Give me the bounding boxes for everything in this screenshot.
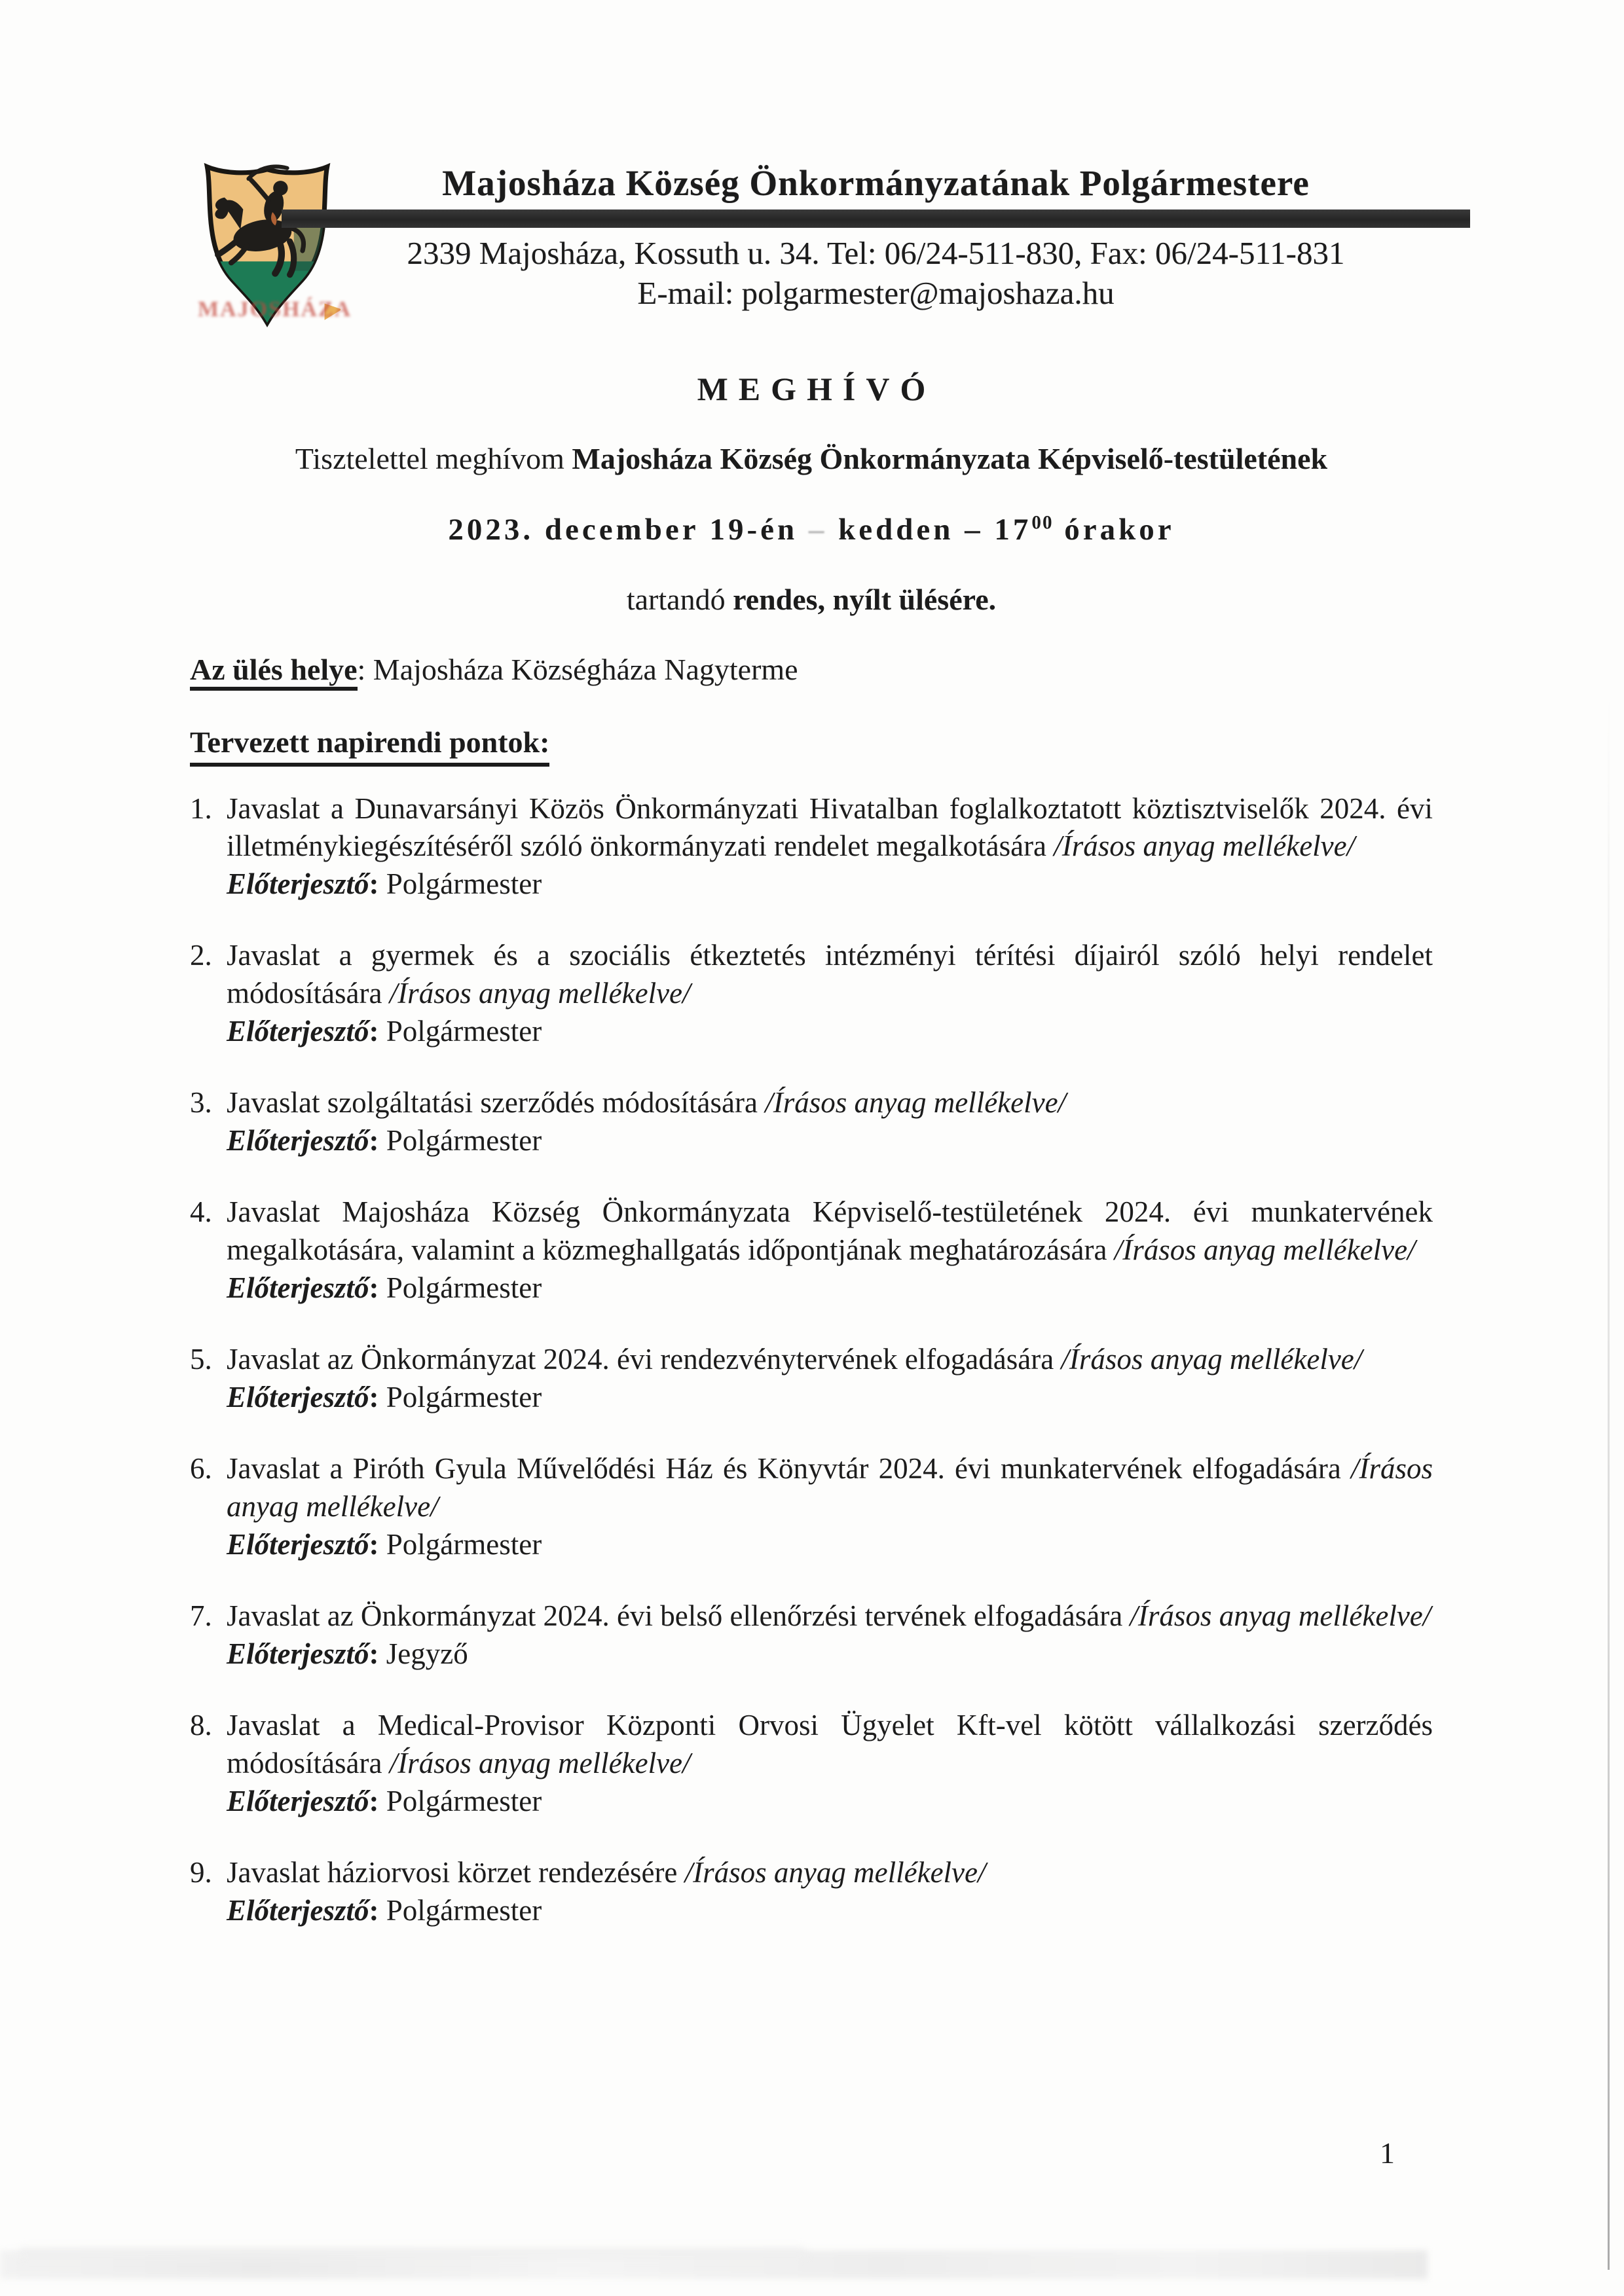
agenda-item-text bbox=[227, 1597, 1433, 1635]
agenda-item-body bbox=[227, 1341, 1433, 1416]
attachment-note: /Írásos anyag mellékelve/ bbox=[1054, 829, 1356, 863]
attachment-note: /Írásos anyag mellékelve/ bbox=[684, 1856, 986, 1889]
letterhead-address: 2339 Majosháza, Kossuth u. 34. Tel: 06/24-511-830, Fax: 06/24-511-831 bbox=[407, 235, 1345, 271]
agenda-item-presenter-line bbox=[227, 1013, 1433, 1051]
presenter-label: Előterjesztő bbox=[227, 1784, 369, 1817]
presenter-colon: : bbox=[369, 1014, 386, 1048]
date-suffix: órakor bbox=[1053, 512, 1175, 547]
presenter-colon: : bbox=[369, 1784, 386, 1817]
document-title: MEGHÍVÓ bbox=[697, 371, 936, 407]
agenda-item-number: 2. bbox=[190, 939, 212, 972]
intro-line bbox=[190, 440, 1433, 479]
agenda-item-number: 3. bbox=[190, 1086, 212, 1120]
agenda-list bbox=[190, 790, 1433, 1930]
presenter-label: Előterjesztő bbox=[227, 1271, 369, 1304]
agenda-item bbox=[190, 1707, 1433, 1820]
agenda-item bbox=[190, 1341, 1433, 1416]
presenter-label: Előterjesztő bbox=[227, 1014, 369, 1048]
agenda-item-text bbox=[227, 1854, 1433, 1892]
agenda-item bbox=[190, 1194, 1433, 1307]
agenda-item bbox=[190, 1450, 1433, 1563]
agenda-item-number: 7. bbox=[190, 1599, 212, 1633]
presenter-value: Polgármester bbox=[386, 1271, 542, 1304]
agenda-item-text bbox=[227, 1194, 1433, 1269]
agenda-item-body bbox=[227, 1450, 1433, 1563]
agenda-item-number: 6. bbox=[190, 1452, 212, 1485]
agenda-item-body bbox=[227, 1194, 1433, 1307]
attachment-note: /Írásos anyag mellékelve/ bbox=[389, 1746, 691, 1779]
presenter-value: Polgármester bbox=[386, 1784, 542, 1817]
agenda-item bbox=[190, 1854, 1433, 1929]
agenda-item-body bbox=[227, 1854, 1433, 1929]
agenda-item-main-text: Javaslat az Önkormányzat 2024. évi belső ellenőrzési tervének elfogadására bbox=[227, 1599, 1130, 1633]
document-body bbox=[190, 0, 1433, 1963]
presenter-value: Polgármester bbox=[386, 1123, 542, 1157]
agenda-item-text bbox=[227, 1084, 1433, 1122]
faded-dash: – bbox=[808, 512, 828, 547]
presenter-colon: : bbox=[369, 1527, 386, 1561]
agenda-item bbox=[190, 790, 1433, 903]
agenda-item-main-text: Javaslat szolgáltatási szerződés módosítására bbox=[227, 1086, 766, 1120]
presenter-label: Előterjesztő bbox=[227, 1893, 369, 1927]
held-bold: rendes, nyílt ülésére. bbox=[733, 583, 997, 617]
agenda-item-number: 9. bbox=[190, 1856, 212, 1889]
attachment-note: /Írásos anyag mellékelve/ bbox=[1130, 1599, 1431, 1633]
agenda-item-number: 5. bbox=[190, 1343, 212, 1376]
agenda-item-presenter-line bbox=[227, 1122, 1433, 1160]
agenda-item-presenter-line bbox=[227, 1783, 1433, 1821]
attachment-note: /Írásos anyag mellékelve/ bbox=[1061, 1343, 1363, 1376]
agenda-item bbox=[190, 937, 1433, 1050]
agenda-item-body bbox=[227, 790, 1433, 903]
date-superscript: 00 bbox=[1031, 512, 1054, 534]
presenter-value: Polgármester bbox=[386, 1014, 542, 1048]
logo-caption: MAJOSHÁZA bbox=[198, 297, 352, 321]
scan-edge-artifact bbox=[1608, 694, 1610, 2270]
location-value: : Majosháza Községháza Nagyterme bbox=[357, 652, 798, 686]
agenda-item-text bbox=[227, 1707, 1433, 1782]
attachment-note: /Írásos anyag mellékelve/ bbox=[765, 1086, 1067, 1120]
page-number: 1 bbox=[1380, 2136, 1395, 2170]
presenter-colon: : bbox=[369, 1271, 386, 1304]
intro-prefix: Tisztelettel meghívom bbox=[295, 442, 572, 475]
agenda-item-presenter-line bbox=[227, 1379, 1433, 1417]
agenda-item-body bbox=[227, 1084, 1433, 1159]
agenda-item-text bbox=[227, 1341, 1433, 1379]
meeting-datetime bbox=[190, 510, 1433, 549]
presenter-value: Polgármester bbox=[386, 1893, 542, 1927]
session-type-line bbox=[190, 581, 1433, 619]
agenda-item-main-text: Javaslat a gyermek és a szociális étkeztetés intézményi térítési díjairól szóló helyi rendelet módosítására bbox=[227, 939, 1433, 1010]
agenda-item-text bbox=[227, 1450, 1433, 1525]
scan-bottom-smudge-2 bbox=[20, 2248, 805, 2258]
agenda-item-presenter-line bbox=[227, 1635, 1433, 1673]
agenda-item-number: 8. bbox=[190, 1709, 212, 1742]
agenda-item-main-text: Javaslat a Dunavarsányi Közös Önkormányzati Hivatalban foglalkoztatott köztisztviselők 2024. évi illetménykiegészítéséről szóló önkormányzati rendelet megalkotására bbox=[227, 792, 1433, 863]
presenter-colon: : bbox=[369, 1637, 386, 1670]
meeting-location-line bbox=[190, 651, 1433, 689]
presenter-label: Előterjesztő bbox=[227, 1123, 369, 1157]
attachment-note: /Írásos anyag mellékelve/ bbox=[227, 1452, 1433, 1523]
agenda-item-body bbox=[227, 937, 1433, 1050]
agenda-item-presenter-line bbox=[227, 866, 1433, 903]
agenda-item-number: 4. bbox=[190, 1195, 212, 1229]
date-part2: kedden – 17 bbox=[827, 512, 1032, 547]
agenda-item-presenter-line bbox=[227, 1892, 1433, 1930]
agenda-item-text bbox=[227, 790, 1433, 866]
presenter-value: Jegyző bbox=[386, 1637, 468, 1670]
presenter-colon: : bbox=[369, 1123, 386, 1157]
agenda-item-main-text: Javaslat az Önkormányzat 2024. évi rendezvénytervének elfogadására bbox=[227, 1343, 1061, 1376]
agenda-item-body bbox=[227, 1597, 1433, 1673]
agenda-item-presenter-line bbox=[227, 1269, 1433, 1307]
presenter-value: Polgármester bbox=[386, 867, 542, 900]
agenda-item-number: 1. bbox=[190, 792, 212, 825]
agenda-item-main-text: Javaslat a Piróth Gyula Művelődési Ház és Könyvtár 2024. évi munkatervének elfogadására bbox=[227, 1452, 1351, 1485]
attachment-note: /Írásos anyag mellékelve/ bbox=[1114, 1233, 1416, 1266]
date-part1: 2023. december 19-én bbox=[448, 512, 809, 547]
presenter-colon: : bbox=[369, 1380, 386, 1413]
intro-bold: Majosháza Község Önkormányzata Képviselő-testületének bbox=[572, 442, 1328, 475]
location-label: Az ülés helye bbox=[190, 653, 358, 691]
agenda-heading: Tervezett napirendi pontok: bbox=[190, 723, 549, 767]
presenter-label: Előterjesztő bbox=[227, 1637, 369, 1670]
agenda-item-main-text: Javaslat a Medical-Provisor Központi Orvosi Ügyelet Kft-vel kötött vállalkozási szerződés módosítására bbox=[227, 1709, 1433, 1779]
presenter-label: Előterjesztő bbox=[227, 1527, 369, 1561]
agenda-item-main-text: Javaslat Majosháza Község Önkormányzata Képviselő-testületének 2024. évi munkatervének megalkotására, valamint a közmeghallgatás időpontjának meghatározására bbox=[227, 1195, 1433, 1266]
agenda-item bbox=[190, 1597, 1433, 1673]
agenda-item-body bbox=[227, 1707, 1433, 1820]
letterhead-title: Majosháza Község Önkormányzatának Polgármestere bbox=[442, 163, 1310, 203]
attachment-note: /Írásos anyag mellékelve/ bbox=[389, 977, 691, 1010]
presenter-label: Előterjesztő bbox=[227, 1380, 369, 1413]
presenter-label: Előterjesztő bbox=[227, 867, 369, 900]
presenter-colon: : bbox=[369, 1893, 386, 1927]
agenda-item bbox=[190, 1084, 1433, 1159]
letterhead-email: E-mail: polgarmester@majoshaza.hu bbox=[637, 275, 1115, 311]
agenda-item-text bbox=[227, 937, 1433, 1012]
agenda-item-main-text: Javaslat háziorvosi körzet rendezésére bbox=[227, 1856, 685, 1889]
agenda-item-presenter-line bbox=[227, 1526, 1433, 1564]
presenter-colon: : bbox=[369, 867, 386, 900]
presenter-value: Polgármester bbox=[386, 1527, 542, 1561]
presenter-value: Polgármester bbox=[386, 1380, 542, 1413]
held-prefix: tartandó bbox=[626, 583, 733, 617]
